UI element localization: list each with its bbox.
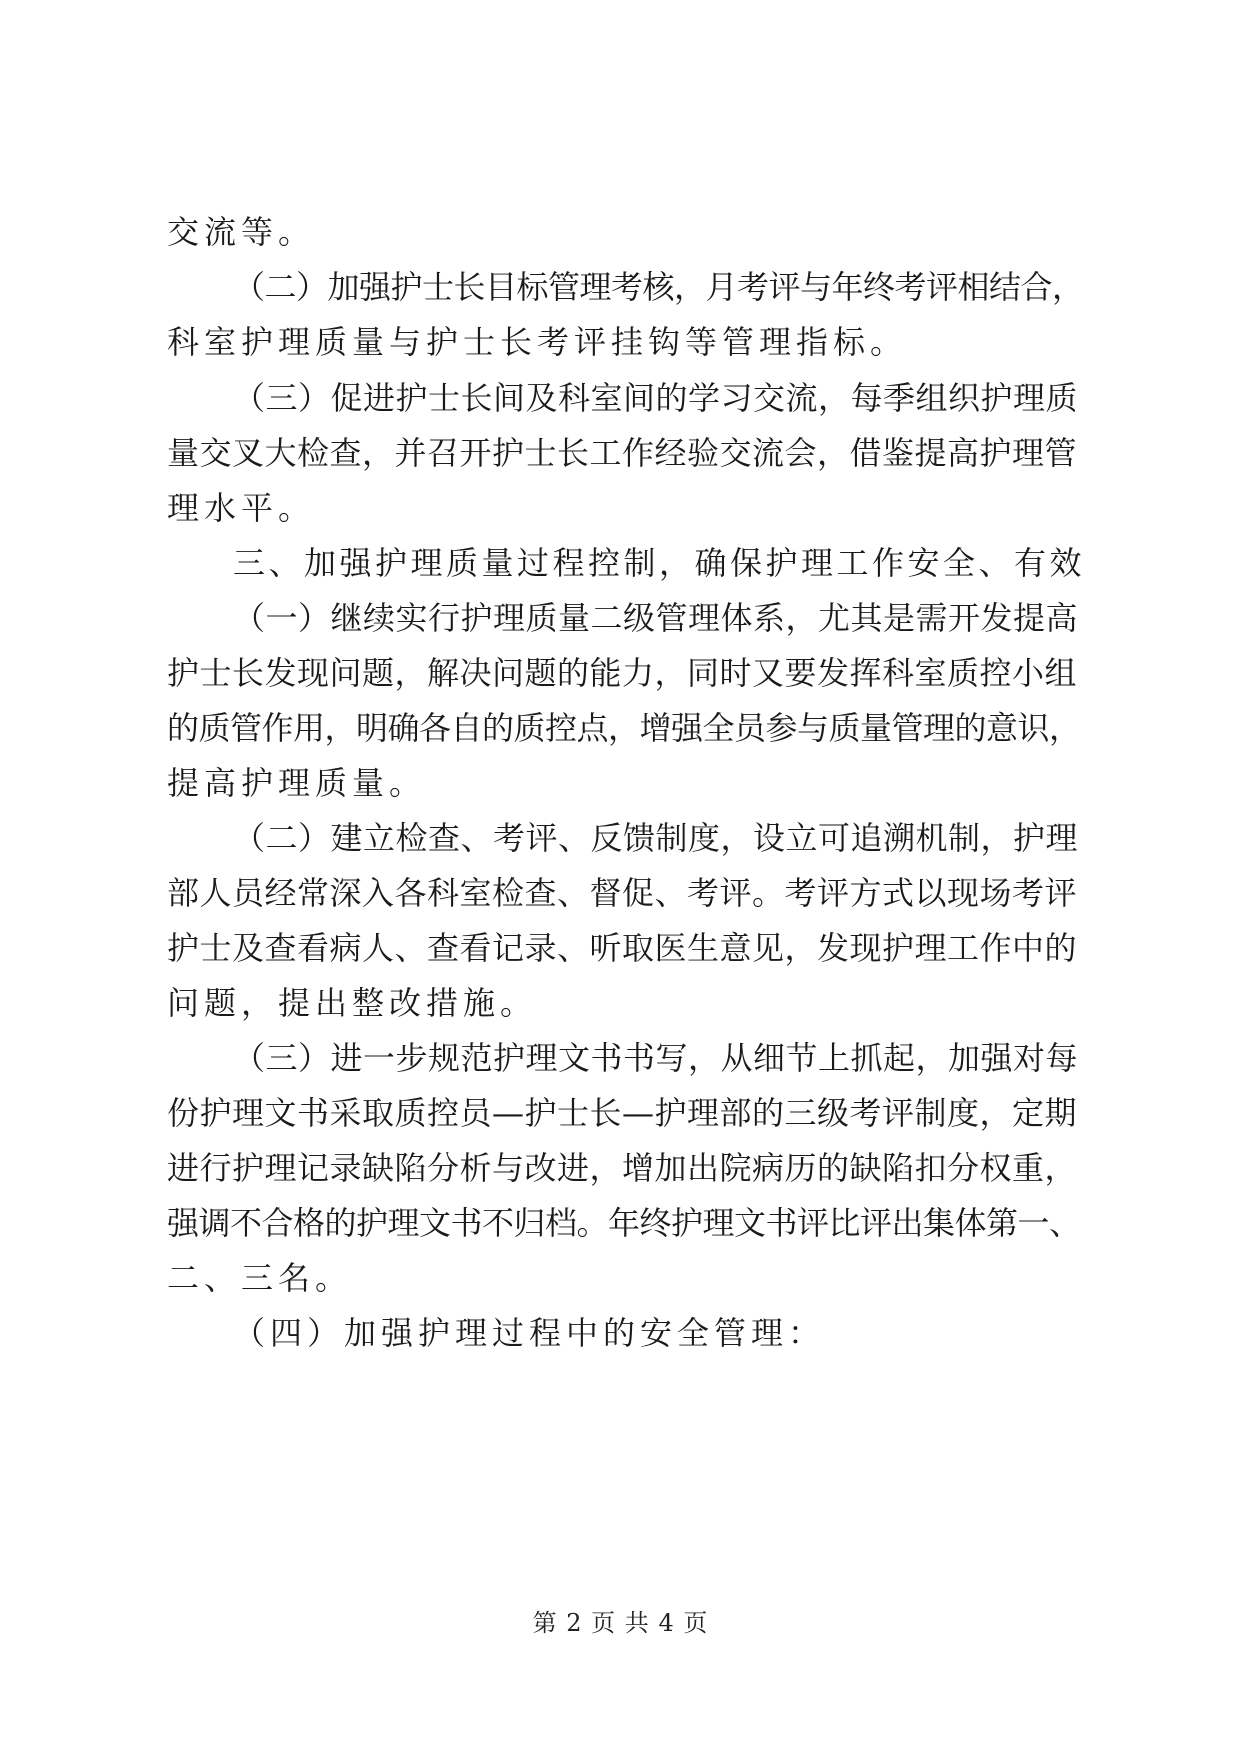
paragraph-line: 量交叉大检查，并召开护士长工作经验交流会，借鉴提高护理管 bbox=[167, 434, 1078, 472]
paragraph-line: 问题，提出整改措施。 bbox=[167, 984, 538, 1022]
paragraph-line: 份护理文书采取质控员—护士长—护理部的三级考评制度，定期 bbox=[167, 1094, 1078, 1132]
paragraph-line: 进行护理记录缺陷分析与改进，增加出院病历的缺陷扣分权重， bbox=[167, 1149, 1078, 1187]
paragraph-line: 交流等。 bbox=[167, 213, 316, 251]
paragraph-line: （三）促进护士长间及科室间的学习交流，每季组织护理质 bbox=[233, 379, 1079, 417]
paragraph-line: （三）进一步规范护理文书书写，从细节上抓起，加强对每 bbox=[233, 1039, 1079, 1077]
paragraph-line: 护士及查看病人、查看记录、听取医生意见，发现护理工作中的 bbox=[167, 929, 1078, 967]
paragraph-line: 护士长发现问题，解决问题的能力，同时又要发挥科室质控小组 bbox=[167, 654, 1078, 692]
paragraph-line: 部人员经常深入各科室检查、督促、考评。考评方式以现场考评 bbox=[167, 874, 1078, 912]
paragraph-line: 的质管作用，明确各自的质控点，增强全员参与质量管理的意识， bbox=[167, 709, 1081, 747]
paragraph-line: 提高护理质量。 bbox=[167, 764, 427, 802]
section-heading: 三、加强护理质量过程控制，确保护理工作安全、有效 bbox=[233, 544, 1086, 582]
paragraph-line: 二、三名。 bbox=[167, 1259, 353, 1297]
page-number-footer: 第 2 页 共 4 页 bbox=[532, 1609, 709, 1637]
paragraph-line: 强调不合格的护理文书不归档。年终护理文书评比评出集体第一、 bbox=[167, 1204, 1081, 1242]
paragraph-line: （四）加强护理过程中的安全管理： bbox=[233, 1314, 826, 1352]
paragraph-line: 理水平。 bbox=[167, 489, 316, 527]
paragraph-line: 科室护理质量与护士长考评挂钩等管理指标。 bbox=[167, 323, 908, 361]
paragraph-line: （一）继续实行护理质量二级管理体系，尤其是需开发提高 bbox=[233, 599, 1079, 637]
paragraph-line: （二）加强护士长目标管理考核，月考评与年终考评相结合， bbox=[233, 268, 1084, 306]
paragraph-line: （二）建立检查、考评、反馈制度，设立可追溯机制，护理 bbox=[233, 819, 1079, 857]
